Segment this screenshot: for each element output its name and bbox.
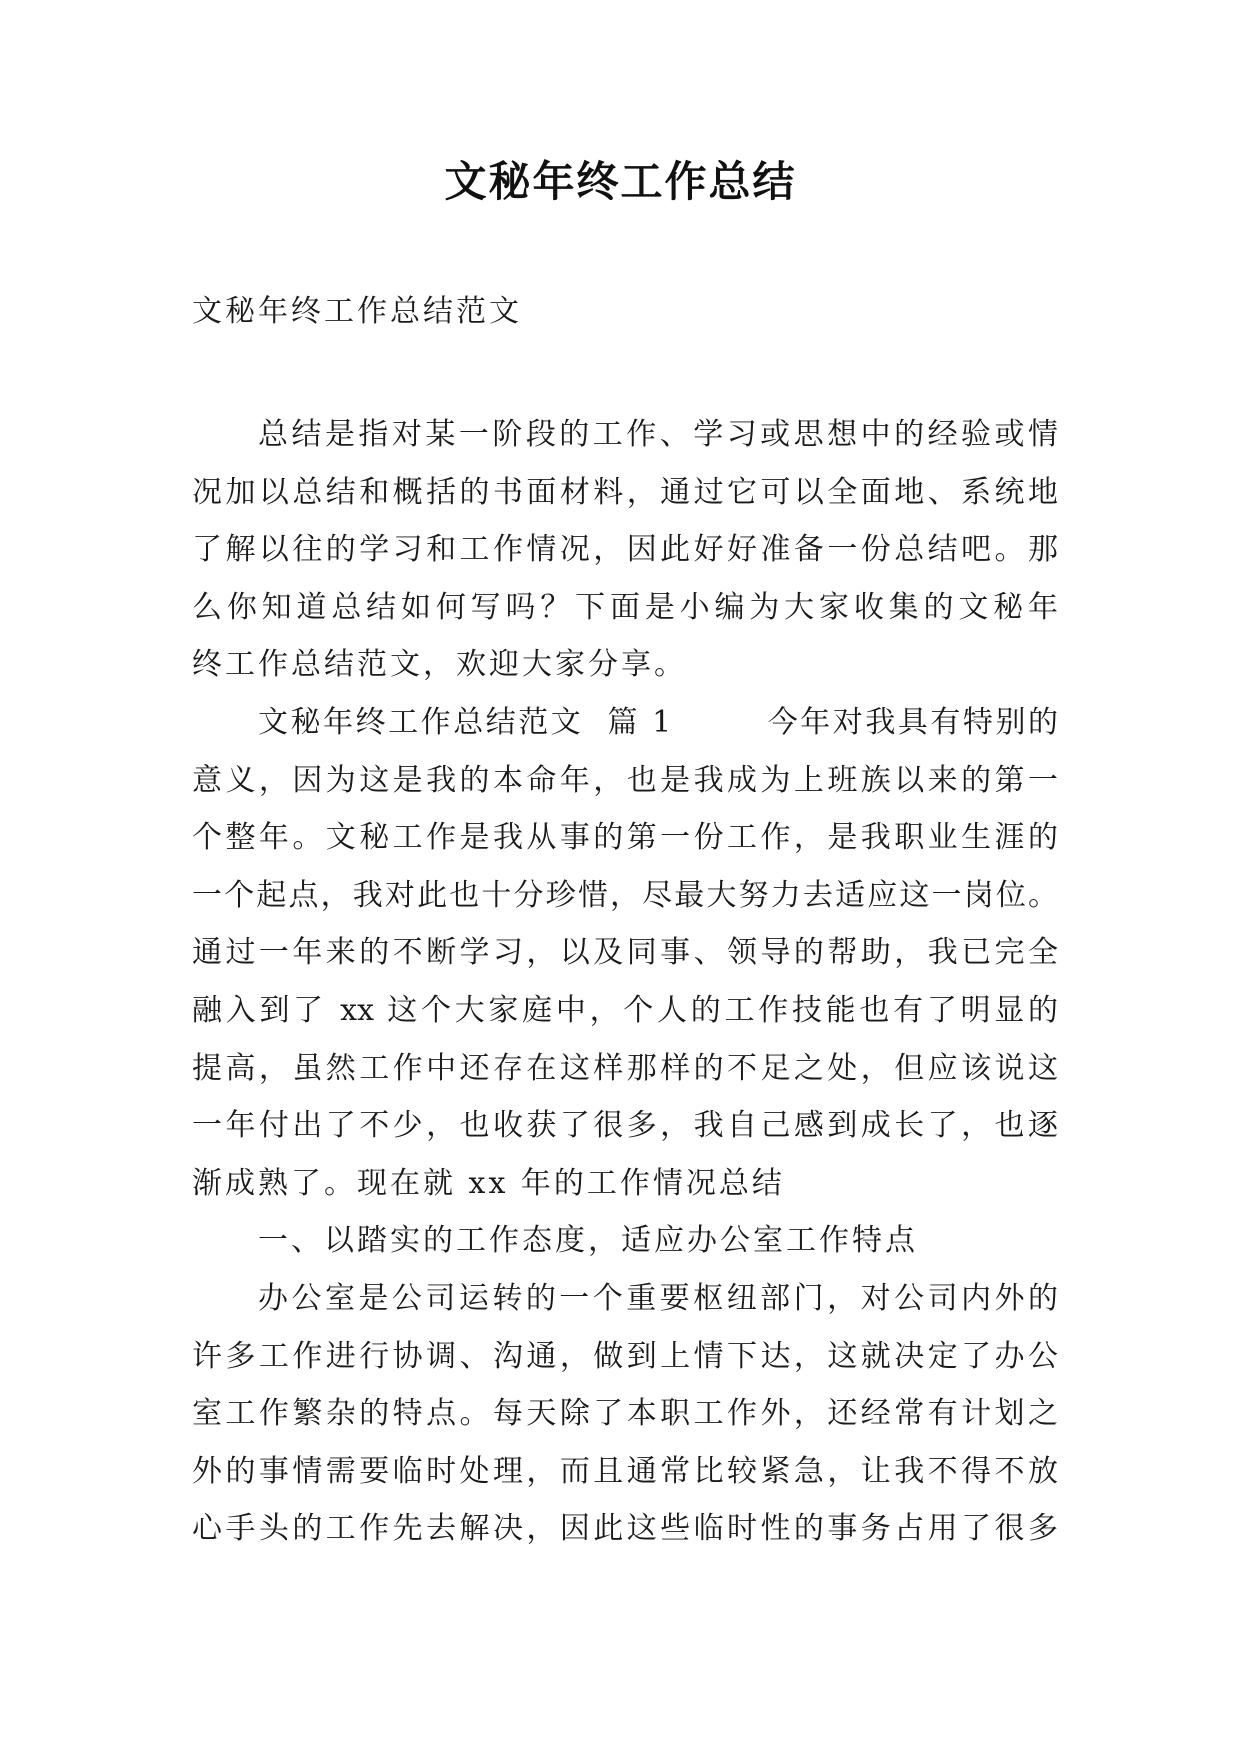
section-heading: 一、以踏实的工作态度，适应办公室工作特点 (258, 1223, 918, 1259)
text-line: 了解以往的学习和工作情况，因此好好准备一份总结吧。那 (192, 532, 1058, 568)
text-line: 心手头的工作先去解决，因此这些临时性的事务占用了很多 (192, 1511, 1058, 1547)
text-line: 外的事情需要临时处理，而且通常比较紧急，让我不得不放 (192, 1453, 1058, 1489)
text-line: 况加以总结和概括的书面材料，通过它可以全面地、系统地 (192, 474, 1058, 510)
text-line: 一年付出了不少，也收获了很多，我自己感到成长了，也逐 (192, 1108, 1058, 1144)
text-line: 渐成熟了。现在就 xx 年的工作情况总结 (192, 1165, 785, 1201)
document-subtitle: 文秘年终工作总结范文 (192, 294, 522, 329)
document-body (192, 406, 1058, 1558)
text-line: 总结是指对某一阶段的工作、学习或思想中的经验或情 (258, 417, 1058, 452)
document-title: 文秘年终工作总结 (444, 157, 797, 206)
text-line: 通过一年来的不断学习，以及同事、领导的帮助，我已完全 (192, 935, 1058, 971)
text-line: 个整年。文秘工作是我从事的第一份工作，是我职业生涯的 (192, 820, 1058, 856)
text-line: 意义，因为这是我的本命年，也是我成为上班族以来的第一 (192, 762, 1058, 798)
text-line: 许多工作进行协调、沟通，做到上情下达，这就决定了办公 (192, 1338, 1058, 1374)
text-line: 提高，虽然工作中还存在这样那样的不足之处，但应该说这 (192, 1050, 1058, 1086)
text-line: 办公室是公司运转的一个重要枢纽部门，对公司内外的 (258, 1280, 1058, 1316)
text-line: 一个起点，我对此也十分珍惜，尽最大努力去适应这一岗位。 (192, 877, 1058, 913)
text-line: 室工作繁杂的特点。每天除了本职工作外，还经常有计划之 (192, 1396, 1058, 1432)
text-line: 么你知道总结如何写吗？下面是小编为大家收集的文秘年 (192, 589, 1058, 625)
text-line: 融入到了 xx 这个大家庭中，个人的工作技能也有了明显的 (192, 992, 1058, 1028)
text-line: 终工作总结范文，欢迎大家分享。 (192, 647, 687, 683)
text-line: 文秘年终工作总结范文 篇 1 今年对我具有特别的 (258, 704, 1058, 740)
